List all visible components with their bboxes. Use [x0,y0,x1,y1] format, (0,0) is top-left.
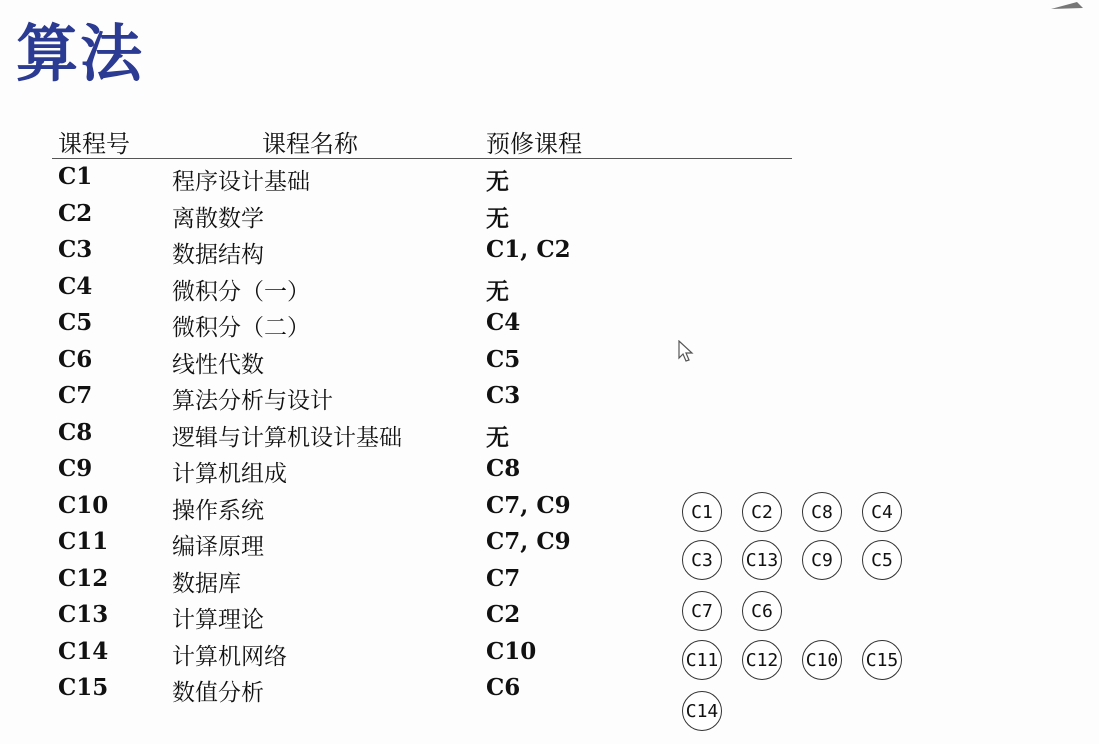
prerequisite-cell: C3 [486,382,521,409]
prerequisite-cell: C2 [486,601,521,628]
prerequisite-cell: C10 [486,637,537,665]
course-id-cell: C11 [58,528,109,555]
course-id-cell: C1 [58,163,93,190]
table-row [52,451,792,488]
course-id-cell: C15 [58,674,109,701]
course-name-cell: 逻辑与计算机设计基础 [172,424,402,451]
course-node: C11 [682,640,722,680]
course-table [52,120,792,707]
course-node: C8 [802,492,842,532]
course-node: C4 [862,492,902,532]
table-row [52,597,792,634]
course-name-cell: 程序设计基础 [172,169,310,195]
prerequisite-cell: C8 [486,455,521,482]
course-node: C3 [682,540,722,580]
table-row [52,488,792,525]
prerequisite-cell: C1, C2 [486,236,571,263]
prerequisite-cell: C7, C9 [486,491,571,519]
course-id-cell: C6 [58,345,93,373]
course-id-cell: C13 [58,601,109,628]
course-id-cell: C8 [58,418,93,446]
course-id-cell: C4 [58,272,93,300]
course-node: C7 [682,591,722,631]
course-name-cell: 数据库 [172,570,241,597]
header-prerequisites: 预修课程 [486,130,582,158]
course-name-cell: 微积分（二） [172,315,310,341]
table-row [52,269,792,306]
course-name-cell: 计算机组成 [172,461,287,487]
prerequisite-cell: 无 [486,423,509,451]
table-body [52,159,792,707]
course-name-cell: 数据结构 [172,242,264,268]
course-node: C1 [682,492,722,532]
table-row [52,159,792,196]
table-row [52,634,792,671]
course-node: C9 [802,540,842,580]
course-node: C5 [862,540,902,580]
course-node: C12 [742,640,782,680]
course-id-cell: C2 [58,199,93,227]
table-row [52,305,792,342]
course-id-cell: C12 [58,564,109,592]
course-id-cell: C7 [58,382,93,409]
prerequisite-cell: C5 [486,345,521,373]
course-id-cell: C14 [58,637,109,665]
prerequisite-cell: C7, C9 [486,528,571,555]
prerequisite-cell: 无 [486,168,509,195]
course-node: C15 [862,640,902,680]
course-node: C6 [742,591,782,631]
course-id-cell: C10 [58,491,109,519]
course-node: C13 [742,540,782,580]
course-id-cell: C5 [58,309,93,336]
table-row [52,232,792,269]
course-name-cell: 计算机网络 [172,643,287,670]
prerequisite-cell: 无 [486,204,509,232]
corner-decoration-icon [1047,0,1085,10]
prerequisite-cell: C7 [486,564,521,592]
course-id-cell: C9 [58,455,93,482]
prerequisite-cell: 无 [486,277,509,305]
slide-title: 算法 [16,17,145,90]
course-name-cell: 算法分析与设计 [172,388,333,414]
course-name-cell: 数值分析 [172,680,264,706]
table-row [52,670,792,707]
course-node: C10 [802,640,842,680]
prerequisite-cell: C6 [486,674,521,701]
header-course-id: 课程号 [58,130,130,158]
prerequisite-cell: C4 [486,309,521,336]
course-id-cell: C3 [58,236,93,263]
table-header [52,120,792,159]
table-row [52,524,792,561]
table-row [52,378,792,415]
course-name-cell: 线性代数 [172,351,264,378]
course-node: C14 [682,691,722,731]
course-name-cell: 计算理论 [172,607,264,633]
table-row [52,196,792,233]
course-name-cell: 微积分（一） [172,278,310,305]
mouse-cursor-icon [678,340,696,364]
course-name-cell: 操作系统 [172,497,264,524]
header-course-name: 课程名称 [262,130,358,158]
table-row [52,561,792,598]
course-name-cell: 离散数学 [172,205,264,232]
course-node: C2 [742,492,782,532]
table-row [52,415,792,452]
course-name-cell: 编译原理 [172,534,264,560]
